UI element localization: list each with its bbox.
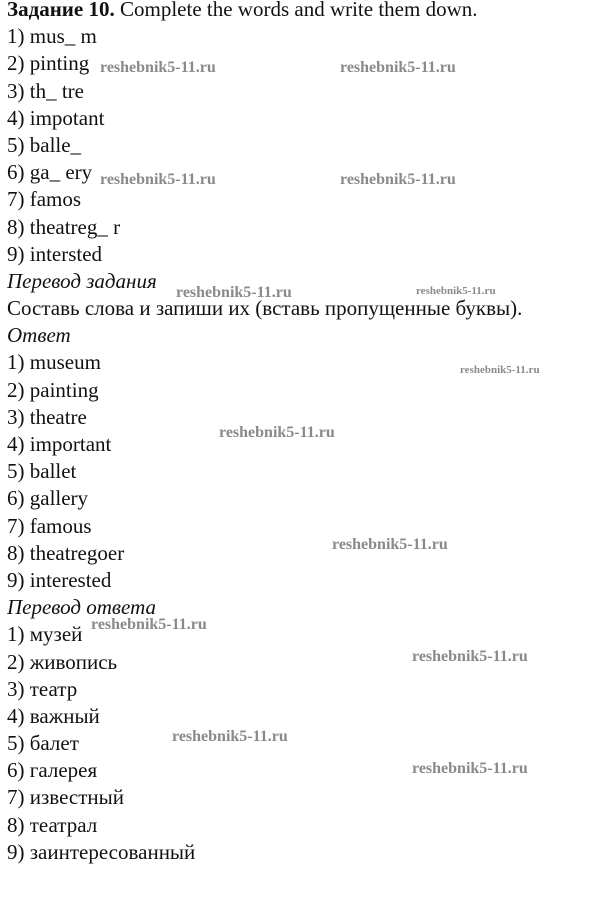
task-header <box>7 0 587 23</box>
task-item: 5) balle_ <box>7 132 82 157</box>
answer-translation-item: 5) балет <box>7 731 79 756</box>
answer-item: 6) gallery <box>7 486 89 511</box>
answer-item: 9) interested <box>7 567 112 592</box>
watermark: reshebnik5-11.ru <box>340 59 456 76</box>
watermark: reshebnik5-11.ru <box>100 171 216 188</box>
document-body <box>7 0 587 866</box>
watermark: reshebnik5-11.ru <box>172 728 288 745</box>
task-item: 2) pinting <box>7 51 90 76</box>
translation-heading: Перевод задания <box>7 268 157 293</box>
watermark: reshebnik5-11.ru <box>176 284 292 301</box>
translation-text: Составь слова и запиши их (вставь пропущенные буквы). <box>7 296 523 321</box>
watermark: reshebnik5-11.ru <box>219 424 335 441</box>
answer-heading: Ответ <box>7 323 71 348</box>
answer-translation-item: 2) живопись <box>7 649 118 674</box>
task-item: 8) theatreg_ r <box>7 214 121 239</box>
answer-item: 2) painting <box>7 377 99 402</box>
answer-translation-item: 4) важный <box>7 703 100 728</box>
task-item: 4) impotant <box>7 105 105 130</box>
watermark: reshebnik5-11.ru <box>91 616 207 633</box>
watermark: reshebnik5-11.ru <box>412 760 528 777</box>
answer-item: 1) museum <box>7 350 101 375</box>
task-item: 9) intersted <box>7 241 103 266</box>
answer-translation-item: 7) известный <box>7 785 124 810</box>
task-item: 6) ga_ ery <box>7 160 93 185</box>
answer-translation-item: 6) галерея <box>7 758 98 783</box>
watermark: reshebnik5-11.ru <box>416 285 496 297</box>
answer-translation-item: 8) театрал <box>7 812 98 837</box>
watermark: reshebnik5-11.ru <box>412 648 528 665</box>
answer-item: 3) theatre <box>7 404 87 429</box>
answer-item: 5) ballet <box>7 459 77 484</box>
watermark: reshebnik5-11.ru <box>332 536 448 553</box>
task-instruction: Complete the words and write them down. <box>114 0 478 21</box>
answer-item: 7) famous <box>7 513 92 538</box>
watermark: reshebnik5-11.ru <box>460 364 540 376</box>
task-item: 1) mus_ m <box>7 24 97 49</box>
watermark: reshebnik5-11.ru <box>340 171 456 188</box>
answer-translation-item: 1) музей <box>7 622 83 647</box>
task-label: Задание 10. <box>7 0 115 21</box>
answer-item: 4) important <box>7 432 112 456</box>
task-item: 7) famos <box>7 187 82 212</box>
answer-item: 8) theatregoer <box>7 540 125 565</box>
task-item: 3) th_ tre <box>7 78 84 103</box>
answer-translation-item: 3) театр <box>7 676 78 701</box>
watermark: reshebnik5-11.ru <box>100 59 216 76</box>
answer-translation-heading: Перевод ответа <box>7 595 156 620</box>
answer-translation-item: 9) заинтересованный <box>7 839 196 864</box>
